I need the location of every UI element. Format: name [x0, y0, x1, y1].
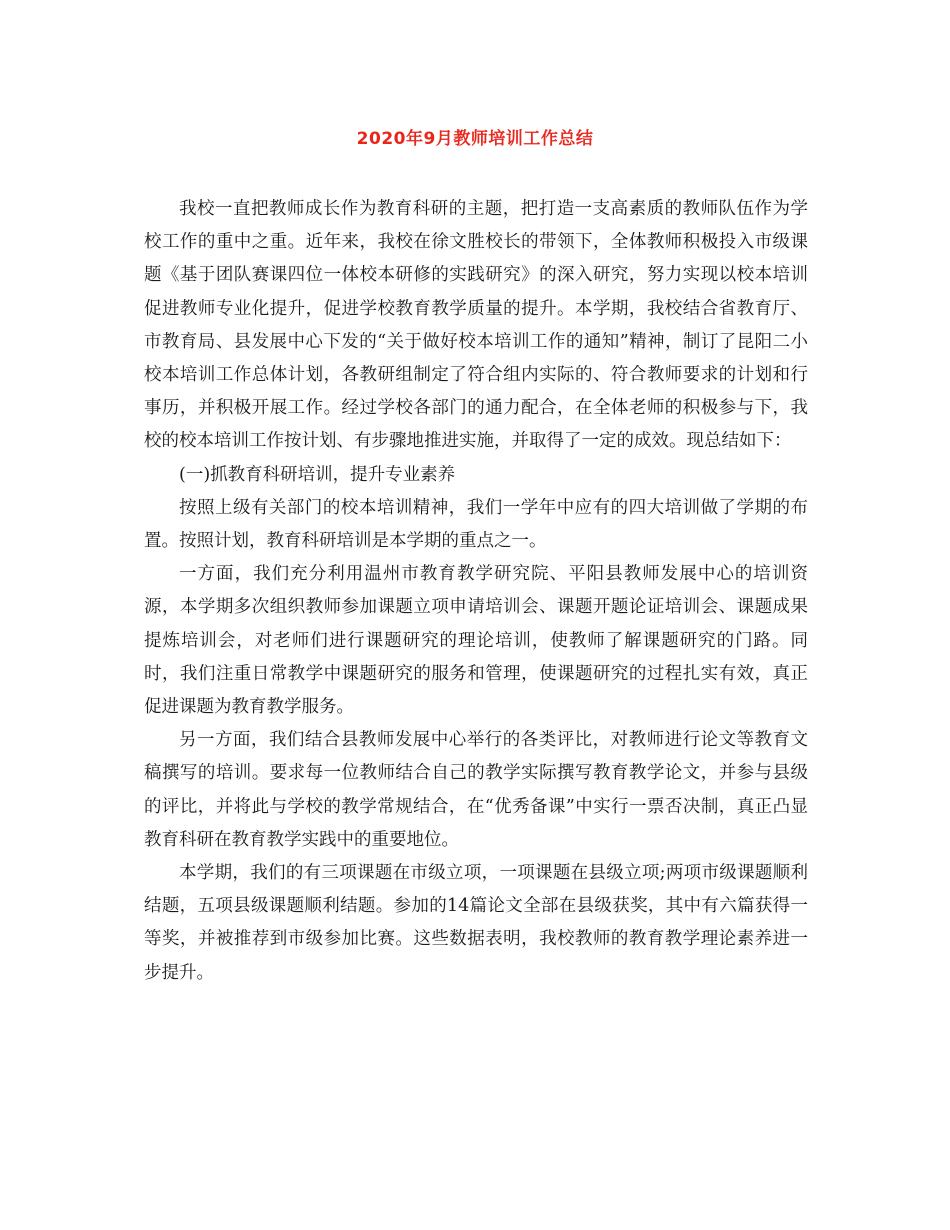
- paragraph-writing-training: 另一方面，我们结合县教师发展中心举行的各类评比，对教师进行论文等教育文稿撰写的培训。要求每一位教师结合自己的教学实际撰写教育教学论文，并参与县级的评比，并将此与学校的教学常规结合，在“优秀备课”中实行一票否决制，真正凸显教育科研在教育教学实践中的重要地位。: [144, 730, 808, 850]
- paragraph-plan: 按照上级有关部门的校本培训精神，我们一学年中应有的四大培训做了学期的布置。按照计划，教育科研培训是本学期的重点之一。: [144, 497, 808, 552]
- paragraph-research-training: 一方面，我们充分利用温州市教育教学研究院、平阳县教师发展中心的培训资源，本学期多次组织教师参加课题立项申请培训会、课题开题论证培训会、课题成果提炼培训会，对老师们进行课题研究的理论培训，使教师了解课题研究的门路。同时，我们注重日常教学中课题研究的服务和管理，使课题研究的过程扎实有效，真正促进课题为教育教学服务。: [144, 564, 808, 718]
- paragraph-results: 本学期，我们的有三项课题在市级立项，一项课题在县级立项;两项市级课题顺利结题，五项县级课题顺利结题。参加的14篇论文全部在县级获奖，其中有六篇获得一等奖，并被推荐到市级参加比赛。这些数据表明，我校教师的教育教学理论素养进一步提升。: [144, 863, 808, 983]
- section-heading: (一)抓教育科研培训，提升专业素养: [179, 464, 456, 485]
- paragraph-intro: 我校一直把教师成长作为教育科研的主题，把打造一支高素质的教师队伍作为学校工作的重中之重。近年来，我校在徐文胜校长的带领下，全体教师积极投入市级课题《基于团队赛课四位一体校本研修的实践研究》的深入研究，努力实现以校本培训促进教师专业化提升，促进学校教育教学质量的提升。本学期，我校结合省教育厅、市教育局、县发展中心下发的“关于做好校本培训工作的通知”精神，制订了昆阳二小校本培训工作总体计划，各教研组制定了符合组内实际的、符合教师要求的计划和行事历，并积极开展工作。经过学校各部门的通力配合，在全体老师的积极参与下，我校的校本培训工作按计划、有步骤地推进实施，并取得了一定的成效。现总结如下：: [144, 199, 808, 452]
- document-title: 2020年9月教师培训工作总结: [356, 129, 594, 149]
- document-body: [144, 193, 808, 990]
